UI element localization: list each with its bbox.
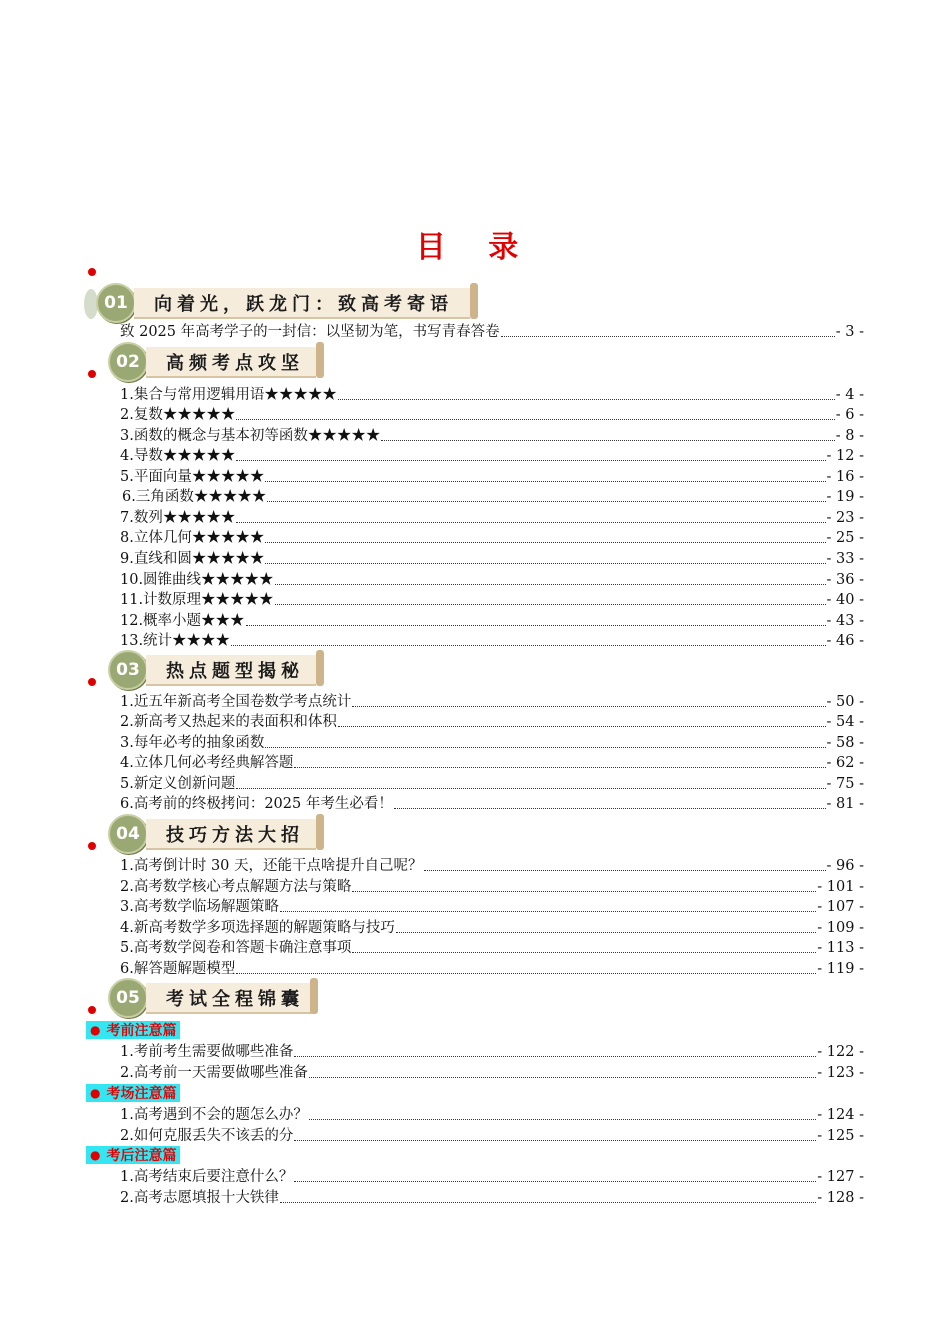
toc-entry-page: - 96 -	[826, 858, 864, 874]
toc-entry[interactable]	[120, 322, 864, 342]
section-title: 向着光，跃龙门：致高考寄语	[134, 288, 470, 319]
subsection-label: 考前注意篇	[106, 1023, 177, 1039]
toc-entry-text: 1.近五年新高考全国卷数学考点统计	[120, 694, 352, 710]
subsection-bullet: ●	[90, 1023, 101, 1037]
toc-entry[interactable]	[120, 385, 864, 405]
section-title: 热点题型揭秘	[146, 655, 316, 686]
section-title: 技巧方法大招	[146, 819, 316, 850]
section-title: 高频考点攻坚	[146, 347, 316, 378]
bullet-dot	[88, 268, 96, 276]
leader-dots	[236, 973, 816, 974]
toc-entry-page: - 119 -	[817, 961, 864, 977]
toc-entry-text: 3.函数的概念与基本初等函数★★★★★	[120, 428, 381, 444]
section-number-badge: 01	[96, 283, 136, 323]
toc-entry[interactable]	[120, 938, 864, 958]
toc-entry-text: 1.高考倒计时 30 天，还能干点啥提升自己呢？	[120, 858, 423, 874]
toc-entry[interactable]	[120, 426, 864, 446]
toc-entry-page: - 3 -	[835, 324, 864, 340]
toc-entry-page: - 4 -	[835, 387, 864, 403]
toc-entry-page: - 19 -	[826, 489, 864, 505]
toc-entry-page: - 12 -	[826, 448, 864, 464]
bullet-dot	[88, 370, 96, 378]
toc-entry-page: - 25 -	[826, 530, 864, 546]
toc-entry-page: - 81 -	[826, 796, 864, 812]
subsection-label: 考后注意篇	[106, 1148, 177, 1164]
toc-entry-text: 10.圆锥曲线★★★★★	[120, 572, 274, 588]
toc-entry-text: 1.高考结束后要注意什么？	[120, 1169, 294, 1185]
toc-entry-page: - 50 -	[826, 694, 864, 710]
toc-entry[interactable]	[120, 549, 864, 569]
subsection-heading	[86, 1084, 180, 1102]
toc-entry-page: - 101 -	[817, 879, 864, 895]
leader-dots	[501, 336, 835, 337]
section-number-badge: 02	[108, 342, 148, 382]
leader-dots	[294, 1056, 816, 1057]
leader-dots	[275, 604, 826, 605]
toc-entry-text: 1.集合与常用逻辑用语★★★★★	[120, 387, 337, 403]
section-number-badge: 03	[108, 650, 148, 690]
bullet-dot	[88, 678, 96, 686]
leader-dots	[246, 625, 826, 626]
leader-dots	[338, 399, 835, 400]
leader-dots	[309, 1077, 816, 1078]
leader-dots	[396, 932, 816, 933]
toc-entry[interactable]	[120, 1063, 864, 1083]
toc-entry-text: 3.高考数学临场解题策略	[120, 899, 279, 915]
toc-entry-page: - 58 -	[826, 735, 864, 751]
toc-entry-text: 5.平面向量★★★★★	[120, 469, 265, 485]
toc-entry-text: 2.如何克服丢失不该丢的分	[120, 1128, 294, 1144]
toc-entry[interactable]	[120, 1167, 864, 1187]
section-banner-03[interactable]	[104, 650, 334, 690]
leader-dots	[265, 542, 825, 543]
toc-entry-page: - 127 -	[817, 1169, 864, 1185]
section-banner-04[interactable]	[104, 814, 334, 854]
toc-entry[interactable]	[120, 1126, 864, 1146]
toc-entry-text: 13.统计★★★★	[120, 633, 231, 649]
toc-entry[interactable]	[120, 856, 864, 876]
leader-dots	[265, 563, 825, 564]
leader-dots	[275, 584, 826, 585]
toc-entry-text: 1.考前考生需要做哪些准备	[120, 1044, 294, 1060]
toc-entry-text: 2.高考前一天需要做哪些准备	[120, 1065, 308, 1081]
toc-entry-text: 3.每年必考的抽象函数	[120, 735, 265, 751]
toc-entry-text: 6.解答题解题模型	[120, 961, 236, 977]
subsection-label: 考场注意篇	[106, 1086, 177, 1102]
toc-entry-text: 4.新高考数学多项选择题的解题策略与技巧	[120, 920, 395, 936]
subsection-bullet: ●	[90, 1086, 101, 1100]
toc-entry-page: - 46 -	[826, 633, 864, 649]
scroll-cap	[470, 283, 478, 319]
leader-dots	[309, 1119, 816, 1120]
section-banner-02[interactable]	[104, 342, 334, 382]
leader-dots	[352, 706, 825, 707]
scroll-cap	[316, 814, 324, 850]
toc-entry-text: 2.新高考又热起来的表面积和体积	[120, 714, 337, 730]
toc-entry-text: 2.复数★★★★★	[120, 407, 236, 423]
toc-entry-text: 2.高考数学核心考点解题方法与策略	[120, 879, 352, 895]
subsection-heading	[86, 1021, 180, 1039]
toc-entry[interactable]	[120, 446, 864, 466]
toc-entry-page: - 75 -	[826, 776, 864, 792]
toc-entry-page: - 33 -	[826, 551, 864, 567]
bullet-dot	[88, 1006, 96, 1014]
leader-dots	[381, 440, 834, 441]
leader-dots	[236, 419, 834, 420]
leader-dots	[265, 747, 825, 748]
toc-entry[interactable]	[120, 467, 864, 487]
toc-entry-page: - 8 -	[835, 428, 864, 444]
toc-entry-page: - 122 -	[817, 1044, 864, 1060]
toc-entry-text: 12.概率小题★★★	[120, 613, 245, 629]
toc-entry[interactable]	[120, 528, 864, 548]
leader-dots	[265, 481, 825, 482]
toc-entry[interactable]	[120, 774, 864, 794]
toc-entry-text: 8.立体几何★★★★★	[120, 530, 265, 546]
leader-dots	[294, 1140, 816, 1141]
toc-entry[interactable]	[120, 794, 864, 814]
section-banner-01[interactable]	[92, 283, 482, 323]
toc-entry-page: - 36 -	[826, 572, 864, 588]
scroll-cap	[316, 342, 324, 378]
subsection-bullet: ●	[90, 1148, 101, 1162]
leader-dots	[294, 767, 825, 768]
toc-entry-page: - 6 -	[835, 407, 864, 423]
toc-entry[interactable]	[120, 590, 864, 610]
toc-entry[interactable]	[120, 508, 864, 528]
leader-dots	[267, 501, 825, 502]
toc-entry-page: - 54 -	[826, 714, 864, 730]
leader-dots	[352, 952, 816, 953]
section-title: 考试全程锦囊	[146, 983, 312, 1014]
toc-entry[interactable]	[120, 692, 864, 712]
toc-entry-page: - 23 -	[826, 510, 864, 526]
subsection-heading	[86, 1146, 180, 1164]
toc-entry-page: - 125 -	[817, 1128, 864, 1144]
toc-entry[interactable]	[120, 959, 864, 979]
toc-entry[interactable]	[120, 611, 864, 631]
leader-dots	[394, 808, 826, 809]
toc-entry-text: 11.计数原理★★★★★	[120, 592, 274, 608]
toc-entry-page: - 109 -	[817, 920, 864, 936]
leader-dots	[294, 1181, 816, 1182]
toc-entry-text: 7.数列★★★★★	[120, 510, 236, 526]
toc-entry[interactable]	[122, 487, 864, 507]
scroll-cap	[310, 978, 318, 1014]
toc-entry[interactable]	[120, 733, 864, 753]
toc-entry[interactable]	[120, 1188, 864, 1208]
leader-dots	[231, 645, 825, 646]
toc-entry[interactable]	[120, 712, 864, 732]
leader-dots	[280, 911, 816, 912]
page-title: 目 录	[415, 230, 535, 265]
toc-entry[interactable]	[120, 631, 864, 651]
section-number-badge: 05	[108, 978, 148, 1018]
toc-entry-page: - 113 -	[817, 940, 864, 956]
toc-entry[interactable]	[120, 1042, 864, 1062]
toc-entry-text: 1.高考遇到不会的题怎么办？	[120, 1107, 308, 1123]
toc-entry[interactable]	[120, 753, 864, 773]
toc-entry-text: 致 2025 年高考学子的一封信：以坚韧为笔，书写青春答卷	[120, 324, 500, 340]
toc-entry-page: - 123 -	[817, 1065, 864, 1081]
section-number-badge: 04	[108, 814, 148, 854]
bullet-dot	[88, 842, 96, 850]
toc-entry-page: - 16 -	[826, 469, 864, 485]
toc-entry-page: - 107 -	[817, 899, 864, 915]
leader-dots	[424, 870, 826, 871]
toc-entry-text: 4.立体几何必考经典解答题	[120, 755, 294, 771]
toc-entry-text: 5.高考数学阅卷和答题卡确注意事项	[120, 940, 352, 956]
toc-entry-page: - 62 -	[826, 755, 864, 771]
toc-entry-page: - 128 -	[817, 1190, 864, 1206]
toc-entry-text: 9.直线和圆★★★★★	[120, 551, 265, 567]
leader-dots	[236, 788, 825, 789]
leader-dots	[236, 522, 825, 523]
toc-entry[interactable]	[120, 897, 864, 917]
toc-entry[interactable]	[120, 405, 864, 425]
leader-dots	[352, 891, 816, 892]
leader-dots	[280, 1202, 816, 1203]
toc-entry-text: 2.高考志愿填报十大铁律	[120, 1190, 279, 1206]
toc-entry-page: - 124 -	[817, 1107, 864, 1123]
toc-entry-text: 4.导数★★★★★	[120, 448, 236, 464]
toc-entry-text: 5.新定义创新问题	[120, 776, 236, 792]
section-banner-05[interactable]	[104, 978, 326, 1018]
scroll-cap	[316, 650, 324, 686]
toc-entry-page: - 43 -	[826, 613, 864, 629]
toc-entry[interactable]	[120, 1105, 864, 1125]
toc-entry[interactable]	[120, 877, 864, 897]
toc-entry[interactable]	[120, 570, 864, 590]
toc-entry-text: 6.高考前的终极拷问：2025 年考生必看！	[120, 796, 393, 812]
toc-entry-text: 6.三角函数★★★★★	[122, 489, 267, 505]
leader-dots	[338, 726, 826, 727]
toc-entry[interactable]	[120, 918, 864, 938]
toc-entry-page: - 40 -	[826, 592, 864, 608]
leader-dots	[236, 460, 825, 461]
